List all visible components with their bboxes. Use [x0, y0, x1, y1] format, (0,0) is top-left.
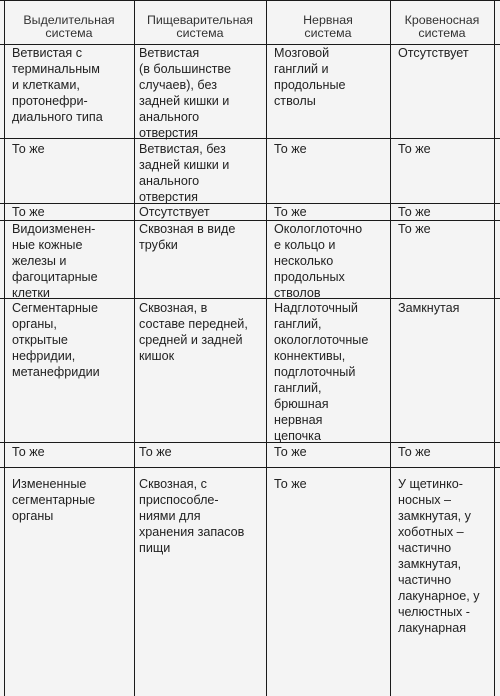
table-left-border [4, 0, 5, 696]
table-cell: То же [274, 477, 307, 491]
table-cell: Мозговой ганглий и продольные стволы [274, 46, 346, 108]
table-cell: То же [398, 445, 431, 459]
table-cell: Окологлоточно е кольцо и несколько продольных стволов [274, 222, 363, 300]
row-divider [0, 442, 500, 443]
table-cell: Отсутствует [398, 46, 469, 60]
table-cell: Сквозная, в составе передней, средней и задней кишок [139, 301, 248, 363]
table-cell: То же [274, 445, 307, 459]
table-cell: То же [274, 142, 307, 156]
table-cell: То же [139, 445, 172, 459]
table-cell: То же [274, 205, 307, 219]
table-cell: То же [398, 205, 431, 219]
table-cell: Видоизменен- ные кожные железы и фагоцитарные клетки [12, 222, 98, 300]
table-cell: То же [398, 222, 431, 236]
table-cell: То же [12, 445, 45, 459]
table-cell: Ветвистая, без задней кишки и анального отверстия [139, 142, 230, 204]
table-top-border [0, 0, 500, 1]
table-cell: Замкнутая [398, 301, 460, 315]
table-cell: Ветвистая с терминальным и клетками, протонефри- диального типа [12, 46, 103, 124]
table-cell: Сегментарные органы, открытые нефридии, метанефридии [12, 301, 100, 379]
table-cell: То же [12, 142, 45, 156]
column-divider [390, 0, 391, 696]
table-cell: Отсутствует [139, 205, 210, 219]
table-cell: У щетинко- носных – замкнутая, у хоботных – частично замкнутая, частично лакунарное, у челюстных - лакунарная [398, 477, 480, 635]
table-right-border [494, 0, 495, 696]
header-circulatory: Кровеносная система [404, 13, 480, 40]
table-cell: То же [12, 205, 45, 219]
table-cell: Ветвистая (в большинстве случаев), без задней кишки и анального отверстия [139, 46, 231, 140]
table-cell: Сквозная, с приспособле- ниями для хранения запасов пищи [139, 477, 245, 555]
header-digestive: Пищеварительная система [146, 13, 254, 40]
column-divider [134, 0, 135, 696]
table-cell: Надглоточный ганглий, окологлоточные коннективы, подглоточный ганглий, брюшная нервная цепочка [274, 301, 369, 443]
header-excretory: Выделительная система [23, 13, 115, 40]
table-cell: Измененные сегментарные органы [12, 477, 96, 523]
header-nervous: Нервная система [303, 13, 353, 40]
column-divider [266, 0, 267, 696]
table-cell: Сквозная в виде трубки [139, 222, 236, 252]
row-divider [0, 467, 500, 468]
table-cell: То же [398, 142, 431, 156]
